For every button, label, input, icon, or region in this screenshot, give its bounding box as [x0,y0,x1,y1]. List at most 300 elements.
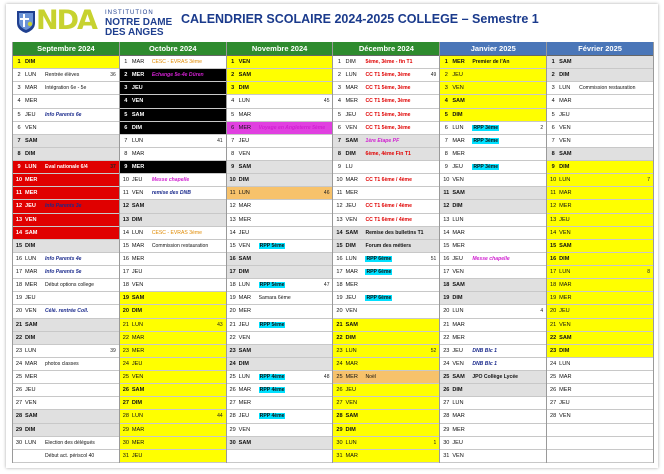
day-row [333,424,439,437]
day-event-note: CC T1 5ème, 3ème [365,85,411,92]
day-row [440,122,546,135]
day-row [227,240,333,253]
day-number: 19 [550,295,557,302]
day-number: 2 [124,72,128,79]
day-number: 10 [229,177,236,184]
week-number: 1 [433,439,437,446]
day-number: 12 [443,203,450,210]
day-number: 30 [229,439,236,446]
day-row [440,187,546,200]
day-row [547,332,653,345]
day-row [333,345,439,358]
day-of-week: LUN [25,72,37,79]
day-of-week: DIM [559,164,570,171]
day-row [13,122,119,135]
rpp-badge: RPP 6ème [366,269,392,276]
day-row [333,437,439,450]
day-event-note [365,295,439,301]
day-number: 14 [550,229,557,236]
day-of-week: DIM [452,387,463,394]
day-of-week: JEU [452,347,463,354]
day-number: 20 [336,308,343,315]
day-row [13,56,119,69]
day-row [13,95,119,108]
day-of-week: DIM [452,203,463,210]
day-row [547,109,653,122]
day-number: 6 [337,124,342,131]
day-number: 14 [336,229,343,236]
day-event-note: DNB Blc 1 [472,347,497,354]
day-row [547,187,653,200]
day-number: 17 [336,269,343,276]
day-of-week: JEU [345,203,357,210]
day-of-week: SAM [25,137,38,144]
day-row [440,109,546,122]
day-row [120,200,226,213]
day-row [120,424,226,437]
day-number: 30 [443,439,450,446]
day-of-week: MAR [345,360,358,367]
day-of-week: SAM [238,347,252,354]
day-number: 7 [551,137,555,144]
day-row [333,227,439,240]
day-row [440,95,546,108]
day-row [13,69,119,82]
day-number: 21 [336,321,343,328]
day-event-note: Info Parents 3e [45,203,82,210]
day-number: 12 [336,203,343,210]
day-number: 29 [122,426,129,433]
day-of-week: MAR [25,269,38,276]
day-number: 28 [336,413,343,420]
day-of-week: MAR [238,111,252,118]
day-of-week: LUN [25,439,37,446]
day-row [120,95,226,108]
day-of-week: MER [345,98,358,105]
day-row [333,135,439,148]
day-number: 8 [124,150,128,157]
day-number: 8 [551,150,555,157]
day-row [120,187,226,200]
day-number: 11 [550,190,557,197]
day-row [333,148,439,161]
day-number: 11 [122,190,129,197]
day-of-week: MER [238,308,252,315]
day-row [333,332,439,345]
week-number: 7 [647,177,650,184]
day-of-week: JEU [345,295,357,302]
day-row [547,122,653,135]
day-row [333,200,439,213]
day-row [440,345,546,358]
week-number: 41 [217,137,223,144]
week-number: 4 [540,308,544,315]
day-of-week: SAM [345,229,358,236]
day-of-week: DIM [345,242,356,249]
day-row [227,187,333,200]
day-number: 1 [124,59,128,66]
day-of-week: JEU [25,111,36,118]
day-of-week: JEU [238,413,250,420]
day-number: 22 [550,334,557,341]
day-row [120,358,226,371]
day-of-week: VEN [25,124,37,131]
day-row [333,214,439,227]
month-header: Octobre 2024 [120,42,226,56]
day-of-week: LUN [131,137,144,144]
day-event-note: 6ème, 4ème Fin T1 [365,150,411,157]
day-of-week: DIM [131,124,143,131]
day-event-note: CESC - EVRAS 3ème [151,59,202,66]
day-number: 5 [444,111,448,118]
day-number: 24 [15,360,23,367]
day-of-week: VEN [238,150,251,157]
day-number: 24 [122,360,129,367]
day-row [120,292,226,305]
day-row [333,109,439,122]
day-of-week: MAR [452,229,465,236]
day-of-week: VEN [131,190,144,197]
day-number: 19 [336,295,343,302]
day-number: 1 [17,59,21,66]
day-number: 26 [122,387,129,394]
day-row [13,227,119,240]
day-row [547,148,653,161]
day-number: 20 [550,308,557,315]
day-of-week: MER [452,150,465,157]
day-event-note [259,374,333,380]
rpp-badge: RPP 4ème [259,387,285,394]
day-row [13,187,119,200]
day-of-week: JEU [452,72,463,79]
day-of-week: MER [452,59,465,66]
week-number: 2 [540,124,544,131]
rpp-badge: RPP 5ème [259,282,285,289]
day-row [333,305,439,318]
day-number: 6 [124,124,128,131]
day-number: 21 [229,321,236,328]
day-of-week: SAM [238,72,252,79]
day-row [227,82,333,95]
day-of-week: MER [452,334,465,341]
day-of-week: JEU [559,400,570,407]
day-row [547,253,653,266]
day-of-week: MAR [452,321,465,328]
day-number: 24 [336,360,343,367]
day-row [13,200,119,213]
day-event-note: CC T1 5ème, 3ème [365,124,411,131]
day-number: 10 [122,177,129,184]
day-row [120,319,226,332]
day-of-week: DIM [345,150,356,157]
day-number: 14 [229,229,236,236]
day-row [440,214,546,227]
day-of-week: MER [131,164,145,171]
day-event-note: Info Parents 4e [45,255,82,262]
day-row [547,56,653,69]
day-of-week: MAR [131,150,145,157]
day-number: 15 [443,242,450,249]
day-row [333,161,439,174]
day-of-week: DIM [559,347,570,354]
logo-wordmark: NDA [36,5,96,36]
day-number: 13 [229,216,236,223]
day-of-week: DIM [25,242,36,249]
day-of-week: JEU [559,308,570,315]
day-row [227,345,333,358]
months-grid [12,42,654,463]
day-of-week: JEU [131,452,143,459]
day-event-note: Commission restauration [151,242,209,249]
day-row [227,69,333,82]
day-of-week: MER [25,374,38,381]
day-of-week: SAM [452,282,465,289]
day-number: 23 [550,347,557,354]
day-row [440,200,546,213]
day-row [333,240,439,253]
day-row [440,69,546,82]
day-number: 12 [229,203,236,210]
calendar-page [6,4,658,468]
day-event-note: Début act. périscol 40 [45,452,95,459]
day-number: 19 [443,295,450,302]
day-event-note [259,387,333,393]
day-of-week: SAM [452,98,465,105]
day-row [227,437,333,450]
day-row [440,135,546,148]
day-of-week: DIM [238,269,249,276]
day-event-note: Info Parents 6e [45,111,82,118]
day-number: 12 [550,203,557,210]
day-number: 29 [336,426,343,433]
day-number: 28 [122,413,129,420]
day-number: 7 [124,137,128,144]
day-event-note: DNB Blc 1 [472,360,497,367]
day-number: 16 [229,255,236,262]
day-of-week: MAR [559,190,572,197]
day-row [227,319,333,332]
day-of-week: VEN [238,426,251,433]
day-of-week: VEN [345,216,357,223]
day-row [13,319,119,332]
day-event-note [472,138,546,144]
day-row [547,214,653,227]
month-column [13,42,120,463]
day-number: 24 [550,360,557,367]
day-row [13,305,119,318]
day-row [547,266,653,279]
day-of-week: MAR [131,426,145,433]
day-event-note [259,322,333,328]
day-of-week: VEN [131,374,144,381]
day-row [547,200,653,213]
day-number: 24 [229,360,236,367]
day-event-note: Info Parents 5e [45,269,82,276]
day-row [120,122,226,135]
rpp-badge: RPP 3ème [473,124,499,131]
day-of-week: LUN [345,255,357,262]
day-row [440,371,546,384]
day-row [13,279,119,292]
day-row [547,437,653,450]
day-of-week: MAR [345,85,358,92]
day-number: 20 [15,308,23,315]
day-row [547,450,653,463]
day-row [440,437,546,450]
day-row [440,358,546,371]
day-row [120,148,226,161]
day-number: 28 [443,413,450,420]
day-number: 15 [550,242,557,249]
day-number: 7 [444,137,448,144]
day-number: 13 [336,216,343,223]
week-number: 46 [323,190,330,197]
day-number: 4 [17,98,21,105]
day-row [333,292,439,305]
day-row [227,109,333,122]
day-event-note: photos classes [45,360,79,367]
day-of-week: MER [452,242,465,249]
day-row [547,410,653,423]
day-number: 23 [229,347,236,354]
day-number: 31 [336,452,343,459]
day-of-week: VEN [25,216,37,223]
day-number: 16 [550,255,557,262]
day-row [120,240,226,253]
day-row [440,161,546,174]
day-row [227,397,333,410]
day-row [547,358,653,371]
day-of-week: VEN [559,137,571,144]
day-row [547,371,653,384]
day-of-week: MER [25,190,38,197]
day-event-note: Noël [365,374,376,381]
day-of-week: VEN [559,229,571,236]
rpp-badge: RPP 4ème [259,413,285,420]
day-row [13,437,119,450]
day-row [13,397,119,410]
month-header: Janvier 2025 [440,42,546,56]
day-number: 17 [15,269,23,276]
day-of-week: MAR [559,282,572,289]
day-number: 7 [17,137,21,144]
day-event-note: CC T1 5ème, 3ème [365,98,411,105]
day-row [227,292,333,305]
day-of-week: VEN [452,360,464,367]
day-of-week: VEN [238,334,251,341]
day-of-week: MER [25,98,38,105]
day-row [440,332,546,345]
day-row [333,397,439,410]
day-number: 13 [443,216,450,223]
month-column [333,42,440,463]
day-row [13,253,119,266]
day-of-week: MER [345,374,358,381]
day-of-week: MER [238,124,252,131]
day-of-week: DIM [25,59,36,66]
day-row [13,161,119,174]
day-row [440,319,546,332]
logo-line-institution: INSTITUTION [105,10,154,16]
day-number: 17 [550,269,557,276]
day-number: 23 [443,347,450,354]
day-of-week: DIM [559,255,570,262]
day-number: 10 [443,177,450,184]
day-of-week: LUN [559,177,571,184]
day-event-note: 1ère Étape PF [365,137,400,144]
day-row [120,371,226,384]
shield-logo-icon [16,10,36,34]
day-number: 15 [229,242,236,249]
day-number: 1 [231,59,235,66]
day-of-week: JEU [25,203,36,210]
day-row [13,410,119,423]
day-of-week: MAR [559,374,572,381]
day-number: 18 [443,282,450,289]
day-row [440,450,546,463]
day-number: 11 [443,190,450,197]
day-number: 21 [122,321,129,328]
day-event-note: JPO Collège Lycée [472,374,518,381]
day-row [547,292,653,305]
day-of-week: VEN [238,59,251,66]
day-number: 9 [444,164,448,171]
day-of-week: JEU [238,321,250,328]
day-number: 8 [17,150,21,157]
day-row [13,135,119,148]
day-number: 6 [551,124,555,131]
day-number: 15 [122,242,129,249]
day-row [333,187,439,200]
month-header: Novembre 2024 [227,42,333,56]
day-of-week: LUN [452,400,464,407]
day-of-week: DIM [559,72,570,79]
day-row [440,148,546,161]
day-of-week: VEN [345,308,357,315]
day-number: 22 [229,334,236,341]
day-row [547,69,653,82]
day-row [333,371,439,384]
week-number: 51 [430,255,437,262]
day-row [120,227,226,240]
day-number: 9 [124,164,128,171]
day-row [120,410,226,423]
day-of-week: JEU [345,387,357,394]
day-number: 7 [231,137,235,144]
day-of-week: MAR [238,203,252,210]
day-of-week: DIM [25,150,36,157]
day-of-week: SAM [131,295,145,302]
day-event-note [365,269,439,275]
day-row [440,174,546,187]
day-of-week: LU [345,164,353,171]
day-event-note [472,125,546,131]
day-number: 30 [336,439,343,446]
day-event-note: Commission restauration [579,85,636,92]
day-event-note: Premier de l'An [472,59,510,66]
day-row [13,371,119,384]
day-number: 19 [122,295,129,302]
day-number: 4 [444,98,448,105]
day-number: 17 [229,269,236,276]
day-of-week: LUN [238,282,250,289]
day-row [120,161,226,174]
day-row [13,174,119,187]
day-of-week: LUN [345,439,357,446]
day-row [120,397,226,410]
day-event-note [259,413,333,419]
week-number: 52 [430,347,437,354]
